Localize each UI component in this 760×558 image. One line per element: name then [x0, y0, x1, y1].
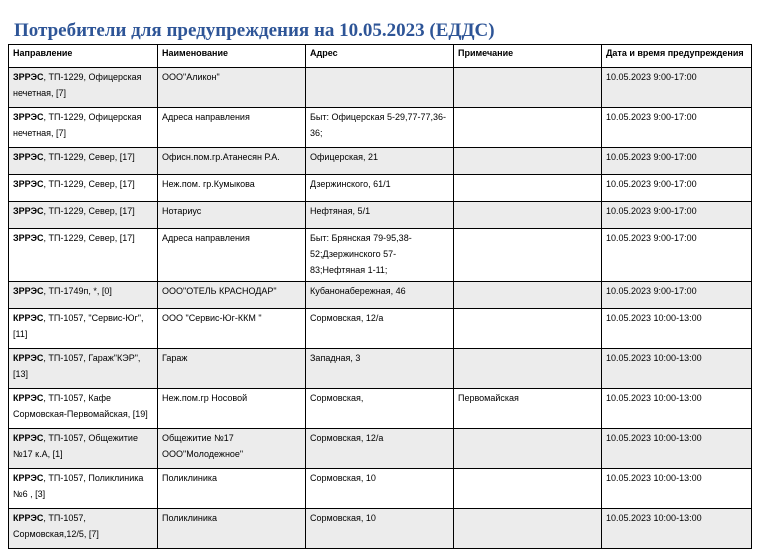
table-row	[9, 509, 752, 549]
cell-name: Гараж	[158, 349, 306, 389]
direction-text: , ТП-1229, Север, [17]	[43, 152, 135, 162]
direction-code: КРРЭС	[13, 393, 44, 403]
cell-direction	[9, 429, 158, 469]
consumers-table	[8, 44, 752, 549]
cell-note	[454, 229, 602, 282]
direction-text: , ТП-1057, Гараж"КЭР", [13]	[13, 353, 141, 379]
cell-datetime: 10.05.2023 10:00-13:00	[602, 509, 752, 549]
direction-code: ЗРРЭС	[13, 233, 44, 243]
direction-code: КРРЭС	[13, 433, 44, 443]
cell-direction	[9, 68, 158, 108]
cell-name: Общежитие №17 ООО"Молодежное"	[158, 429, 306, 469]
direction-text: , ТП-1229, Север, [17]	[43, 233, 135, 243]
cell-datetime: 10.05.2023 10:00-13:00	[602, 469, 752, 509]
cell-datetime: 10.05.2023 9:00-17:00	[602, 202, 752, 229]
cell-name: Адреса направления	[158, 108, 306, 148]
cell-direction	[9, 202, 158, 229]
direction-code: КРРЭС	[13, 353, 44, 363]
cell-direction	[9, 309, 158, 349]
table-row	[9, 229, 752, 282]
cell-name: Неж.пом.гр Носовой	[158, 389, 306, 429]
table-row	[9, 68, 752, 108]
cell-note	[454, 429, 602, 469]
cell-name: Офисн.пом.гр.Атанесян Р.А.	[158, 148, 306, 175]
direction-code: ЗРРЭС	[13, 112, 44, 122]
direction-code: КРРЭС	[13, 473, 44, 483]
table-header-row	[9, 45, 752, 68]
cell-note: Первомайская	[454, 389, 602, 429]
cell-direction	[9, 469, 158, 509]
cell-address: Сормовская,	[306, 389, 454, 429]
direction-code: КРРЭС	[13, 513, 44, 523]
direction-text: , ТП-1229, Север, [17]	[43, 206, 135, 216]
cell-datetime: 10.05.2023 9:00-17:00	[602, 229, 752, 282]
cell-name: Поликлиника	[158, 469, 306, 509]
cell-note	[454, 68, 602, 108]
direction-code: ЗРРЭС	[13, 179, 44, 189]
table-row	[9, 148, 752, 175]
cell-direction	[9, 229, 158, 282]
cell-datetime: 10.05.2023 9:00-17:00	[602, 282, 752, 309]
direction-code: ЗРРЭС	[13, 286, 44, 296]
cell-note	[454, 509, 602, 549]
cell-address: Дзержинского, 61/1	[306, 175, 454, 202]
cell-direction	[9, 108, 158, 148]
direction-text: , ТП-1749п, *, [0]	[43, 286, 112, 296]
cell-datetime: 10.05.2023 9:00-17:00	[602, 148, 752, 175]
cell-note	[454, 175, 602, 202]
table-row	[9, 282, 752, 309]
cell-datetime: 10.05.2023 9:00-17:00	[602, 175, 752, 202]
table-row	[9, 202, 752, 229]
direction-text: , ТП-1229, Офицерская нечетная, [7]	[13, 112, 142, 138]
cell-name: Неж.пом. гр.Кумыкова	[158, 175, 306, 202]
cell-address: Кубанонабережная, 46	[306, 282, 454, 309]
cell-note	[454, 108, 602, 148]
cell-name: Поликлиника	[158, 509, 306, 549]
cell-datetime: 10.05.2023 9:00-17:00	[602, 108, 752, 148]
cell-address: Сормовская, 10	[306, 509, 454, 549]
cell-note	[454, 202, 602, 229]
table-row	[9, 389, 752, 429]
cell-note	[454, 148, 602, 175]
table-row	[9, 175, 752, 202]
page-title: Потребители для предупреждения на 10.05.2023 (ЕДДС)	[14, 20, 495, 41]
cell-direction	[9, 148, 158, 175]
cell-address: Нефтяная, 5/1	[306, 202, 454, 229]
table-row	[9, 309, 752, 349]
direction-text: , ТП-1057, Кафе Сормовская-Первомайская, [19]	[13, 393, 148, 419]
direction-text: , ТП-1229, Офицерская нечетная, [7]	[13, 72, 142, 98]
cell-direction	[9, 175, 158, 202]
cell-note	[454, 282, 602, 309]
header-address: Адрес	[306, 45, 454, 68]
cell-datetime: 10.05.2023 10:00-13:00	[602, 389, 752, 429]
cell-address	[306, 68, 454, 108]
header-name: Наименование	[158, 45, 306, 68]
cell-address: Быт: Офицерская 5-29,77-77,36-36;	[306, 108, 454, 148]
direction-text: , ТП-1057, Сормовская,12/5, [7]	[13, 513, 99, 539]
direction-text: , ТП-1057, Общежитие №17 к.А, [1]	[13, 433, 138, 459]
header-direction: Направление	[9, 45, 158, 68]
direction-code: КРРЭС	[13, 313, 44, 323]
cell-name: Нотариус	[158, 202, 306, 229]
cell-name: ООО"Аликон"	[158, 68, 306, 108]
cell-direction	[9, 389, 158, 429]
cell-datetime: 10.05.2023 10:00-13:00	[602, 429, 752, 469]
table-row	[9, 349, 752, 389]
table-row	[9, 469, 752, 509]
cell-note	[454, 469, 602, 509]
cell-address: Сормовская, 12/а	[306, 429, 454, 469]
cell-name: ООО "Сервис-Юг-ККМ "	[158, 309, 306, 349]
cell-direction	[9, 282, 158, 309]
cell-note	[454, 309, 602, 349]
cell-address: Сормовская, 10	[306, 469, 454, 509]
header-datetime: Дата и время предупреждения	[602, 45, 752, 68]
cell-name: Адреса направления	[158, 229, 306, 282]
direction-text: , ТП-1057, "Сервис-Юг", [11]	[13, 313, 144, 339]
cell-note	[454, 349, 602, 389]
cell-datetime: 10.05.2023 10:00-13:00	[602, 309, 752, 349]
direction-code: ЗРРЭС	[13, 72, 44, 82]
table-row	[9, 108, 752, 148]
cell-address: Быт: Брянская 79-95,38-52;Дзержинского 57-83;Нефтяная 1-11;	[306, 229, 454, 282]
direction-code: ЗРРЭС	[13, 206, 44, 216]
cell-name: ООО"ОТЕЛЬ КРАСНОДАР"	[158, 282, 306, 309]
direction-text: , ТП-1229, Север, [17]	[43, 179, 135, 189]
header-note: Примечание	[454, 45, 602, 68]
cell-address: Западная, 3	[306, 349, 454, 389]
cell-address: Сормовская, 12/а	[306, 309, 454, 349]
cell-direction	[9, 349, 158, 389]
direction-code: ЗРРЭС	[13, 152, 44, 162]
cell-datetime: 10.05.2023 9:00-17:00	[602, 68, 752, 108]
direction-text: , ТП-1057, Поликлиника №6 , [3]	[13, 473, 144, 499]
table-row	[9, 429, 752, 469]
cell-address: Офицерская, 21	[306, 148, 454, 175]
cell-direction	[9, 509, 158, 549]
cell-datetime: 10.05.2023 10:00-13:00	[602, 349, 752, 389]
